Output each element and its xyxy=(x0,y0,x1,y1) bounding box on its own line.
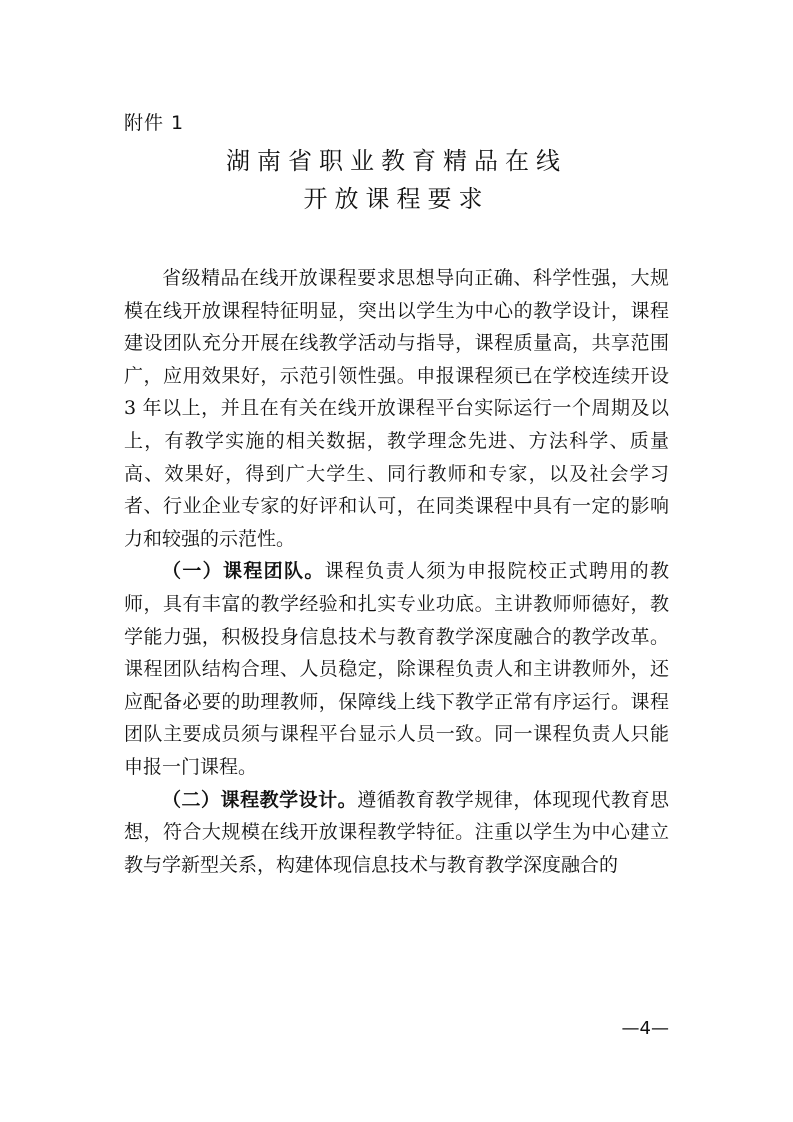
document-body xyxy=(124,262,669,881)
section-course-design xyxy=(124,784,669,882)
section-course-design-heading: （二）课程教学设计。 xyxy=(162,788,358,811)
section-course-team xyxy=(124,555,669,783)
intro-paragraph: 省级精品在线开放课程要求思想导向正确、科学性强，大规模在线开放课程特征明显，突出以学生为中心的教学设计，课程建设团队充分开展在线教学活动与指导，课程质量高，共享范围广，应用效果好，示范引领性强。申报课程须已在学校连续开设 3 年以上，并且在有关在线开放课程平台实际运行一个周期及以上，有教学实施的相关数据，教学理念先进、方法科学、质量高、效果好，得到广大学生、同行教师和专家，以及社会学习者、行业企业专家的好评和认可，在同类课程中具有一定的影响力和较强的示范性。 xyxy=(124,267,669,550)
page-number: —4— xyxy=(621,1018,669,1039)
attachment-label: 附件 1 xyxy=(124,112,185,134)
document-title-line-1: 湖南省职业教育精品在线 xyxy=(226,147,567,175)
section-course-design-text: 遵循教育教学规律，体现现代教育思想，符合大规模在线开放课程教学特征。注重以学生为中心建立教与学新型关系，构建体现信息技术与教育教学深度融合的 xyxy=(124,788,669,876)
document-title-line-2: 开放课程要求 xyxy=(303,185,490,213)
section-course-team-text: 课程负责人须为申报院校正式聘用的教师，具有丰富的教学经验和扎实专业功底。主讲教师师德好，教学能力强，积极投身信息技术与教育教学深度融合的教学改革。课程团队结构合理、人员稳定，除课程负责人和主讲教师外，还应配备必要的助理教师，保障线上线下教学正常有序运行。课程团队主要成员须与课程平台显示人员一致。同一课程负责人只能申报一门课程。 xyxy=(124,560,669,778)
section-course-team-heading: （一）课程团队。 xyxy=(162,560,325,583)
